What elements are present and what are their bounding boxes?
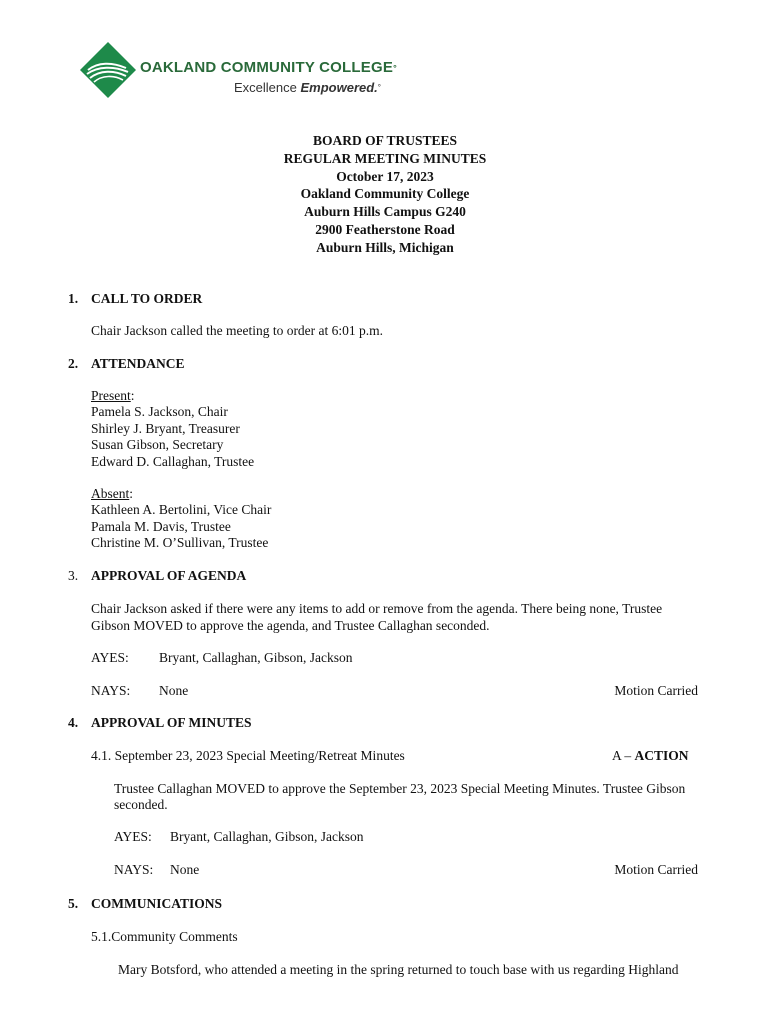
section-3-body-line: Gibson MOVED to approve the agenda, and Trustee Callaghan seconded. [91, 618, 490, 633]
college-emblem-icon [78, 40, 138, 100]
section-4-title: APPROVAL OF MINUTES [91, 715, 252, 730]
absent-label: Absent: [91, 486, 134, 501]
nays-value: None [159, 683, 189, 698]
college-logo [78, 40, 408, 100]
attendee-absent: Pamala M. Davis, Trustee [91, 519, 231, 534]
section-2-number: 2. [68, 356, 79, 371]
section-4-body-line: Trustee Callaghan MOVED to approve the September 23, 2023 Special Meeting Minutes. Trustee Gibson [114, 781, 686, 796]
agenda-item-4-1: 4.1. September 23, 2023 Special Meeting/Retreat Minutes [91, 748, 405, 763]
section-3-body-line: Chair Jackson asked if there were any items to add or remove from the agenda. There being none, Trustee [91, 601, 663, 616]
ayes-value: Bryant, Callaghan, Gibson, Jackson [170, 829, 364, 844]
attendee-present: Shirley J. Bryant, Treasurer [91, 421, 240, 436]
college-name: OAKLAND COMMUNITY COLLEGE° [140, 59, 397, 76]
college-tagline: Excellence Empowered.° [234, 80, 381, 95]
header-line: REGULAR MEETING MINUTES [283, 150, 487, 166]
motion-result: Motion Carried [614, 683, 698, 698]
attendee-present: Pamela S. Jackson, Chair [91, 404, 228, 419]
section-3-number: 3. [68, 568, 79, 583]
section-5-body: Mary Botsford, who attended a meeting in the spring returned to touch base with us regarding Highland [118, 962, 679, 977]
section-4-number: 4. [68, 715, 79, 730]
header-line: Oakland Community College [300, 186, 470, 202]
attendee-present: Edward D. Callaghan, Trustee [91, 454, 255, 469]
section-2-title: ATTENDANCE [91, 356, 185, 371]
attendee-absent: Kathleen A. Bertolini, Vice Chair [91, 502, 272, 517]
document-header [0, 132, 770, 257]
motion-result: Motion Carried [614, 862, 698, 877]
section-4-body-line: seconded. [114, 797, 168, 812]
attendee-present: Susan Gibson, Secretary [91, 437, 224, 452]
nays-label: NAYS: [114, 862, 154, 877]
section-1-title: CALL TO ORDER [91, 291, 203, 306]
ayes-label: AYES: [114, 829, 152, 844]
ayes-label: AYES: [91, 650, 129, 665]
section-3-title: APPROVAL OF AGENDA [91, 568, 247, 583]
present-label: Present: [91, 388, 135, 403]
section-5-title: COMMUNICATIONS [91, 896, 222, 911]
nays-label: NAYS: [91, 683, 131, 698]
agenda-item-5-1: 5.1.Community Comments [91, 929, 238, 944]
header-line: 2900 Featherstone Road [315, 221, 455, 237]
section-5-number: 5. [68, 896, 79, 911]
attendee-absent: Christine M. O’Sullivan, Trustee [91, 535, 269, 550]
header-line: October 17, 2023 [336, 168, 434, 184]
section-1-body: Chair Jackson called the meeting to order at 6:01 p.m. [91, 323, 384, 338]
section-1-number: 1. [68, 291, 79, 306]
action-tag: A – ACTION [612, 748, 689, 763]
header-line: BOARD OF TRUSTEES [312, 133, 458, 148]
header-line: Auburn Hills, Michigan [316, 239, 454, 255]
nays-value: None [170, 862, 200, 877]
ayes-value: Bryant, Callaghan, Gibson, Jackson [159, 650, 353, 665]
header-line: Auburn Hills Campus G240 [304, 204, 466, 220]
